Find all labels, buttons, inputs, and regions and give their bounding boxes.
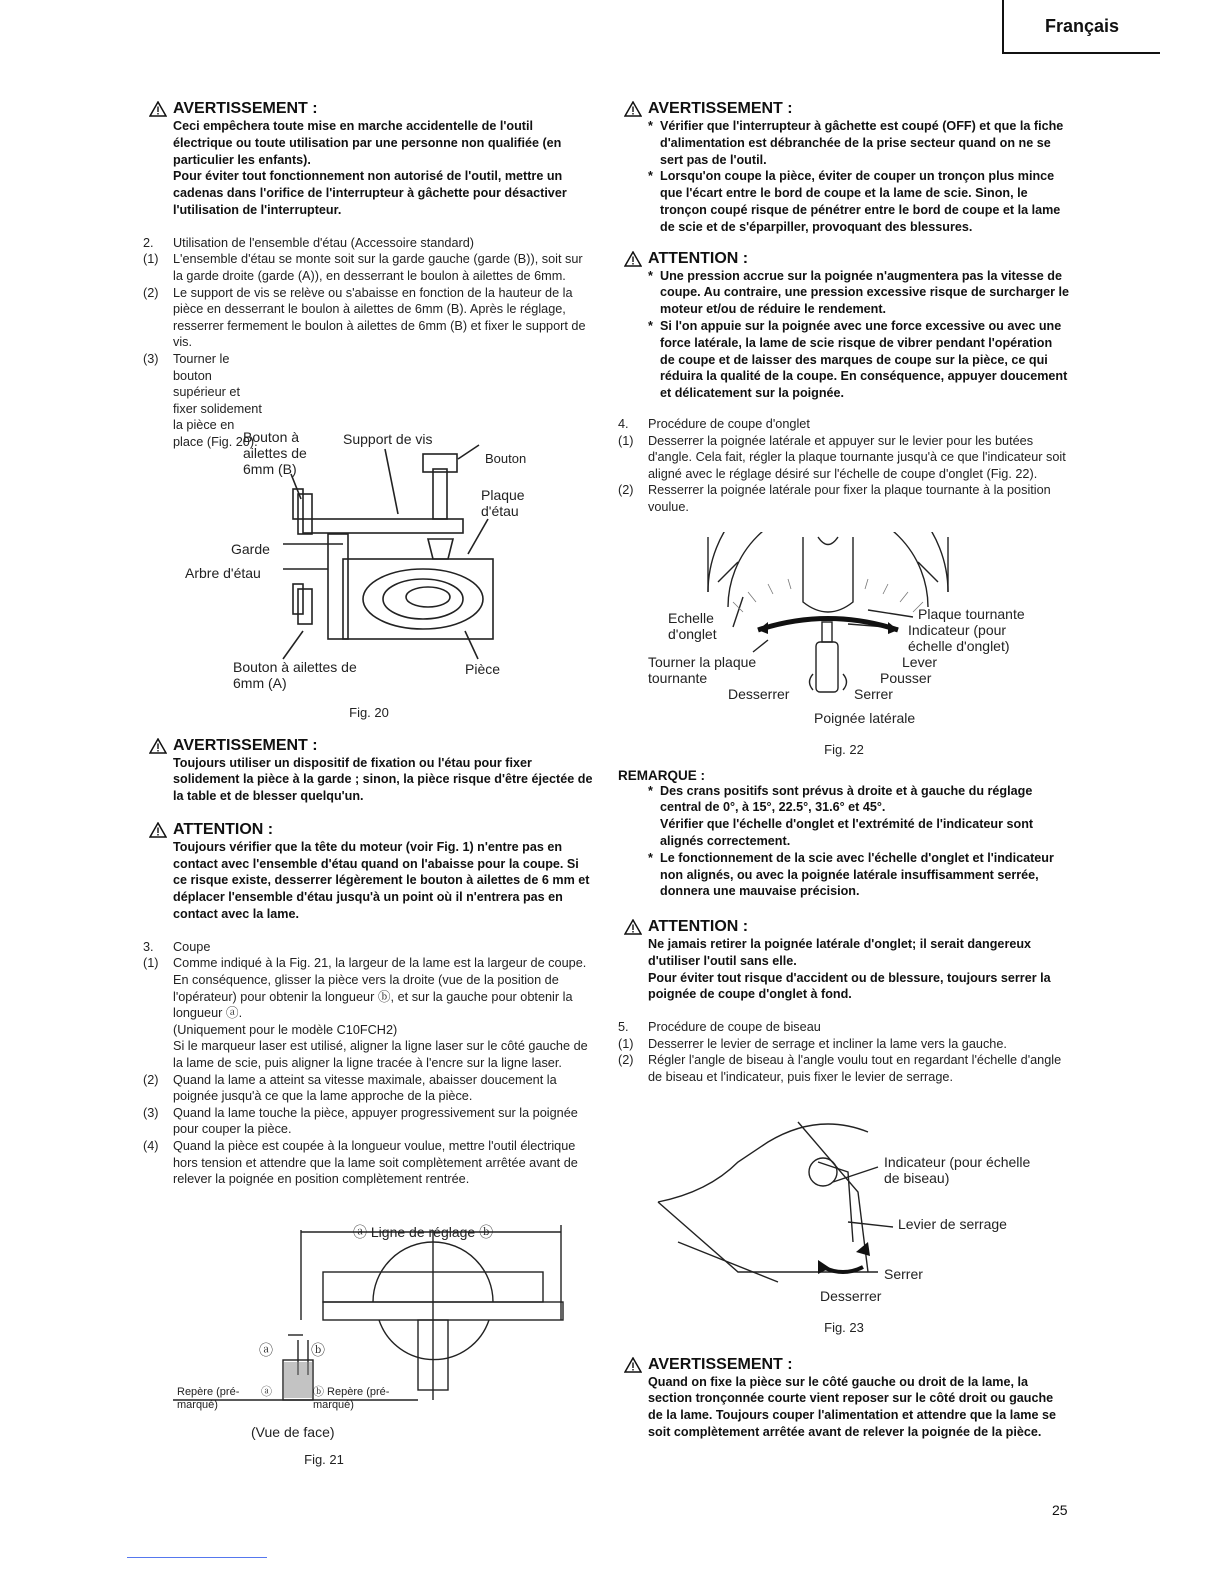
warning-triangle-icon [624, 1357, 642, 1373]
warning-block [618, 1356, 1070, 1441]
warning-text: Pour éviter tout fonctionnement non autorisé de l'outil, mettre un cadenas dans l'orifice de l'interrupteur à gâchette pour désactiver l'utilisation de l'interrupteur. [173, 169, 567, 217]
warning-triangle-icon [149, 822, 167, 838]
label-serrer: Serrer [884, 1265, 923, 1282]
section-biseau: 5. Procédure de coupe de biseau (1) Desserrer le levier de serrage et incliner la lame vers la gauche. (2) Régler l'angle de biseau à l'angle voulu tout en regardant l'échelle d'angle de biseau et l'indicateur, puis fixer le levier de serrage. [618, 1020, 1062, 1085]
label-indicateur-biseau: Indicateur (pour échelle de biseau) [884, 1153, 1031, 1186]
warning-text: Toujours utiliser un dispositif de fixation ou l'étau pour fixer solidement la pièce à la garde ; sinon, la pièce risque d'être éjectée de la table et de blesser quelqu'un. [173, 755, 593, 804]
label-a: ⓐ [259, 1341, 273, 1358]
warning-triangle-icon [624, 919, 642, 935]
section-title: Coupe [173, 939, 211, 954]
caution-text: Toujours vérifier que la tête du moteur (voir Fig. 1) n'entre pas en contact avec l'ensemble d'étau quand on l'abaisse pour la coupe. Si ce risque existe, desserrer légèrement le bouton à ailettes de 6 mm et déplacer l'ensemble d'étau jusqu'à un point où il n'entrera pas en contact avec la lame. [173, 839, 590, 922]
warning-text: Ceci empêchera toute mise en marche accidentelle de l'outil électrique ou toute utilisation par une personne non qualifiée (en particulier les enfants). [173, 119, 562, 167]
warning-triangle-icon [149, 738, 167, 754]
caution-block [143, 821, 595, 923]
section-onglet: 4. Procédure de coupe d'onglet (1) Desserrer la poignée latérale et appuyer sur le levier pour les butées d'angle. Cela fait, régler la plaque tournante jusqu'à ce que l'indicateur soit aligné avec le réglage désiré sur l'échelle de coupe d'onglet (Fig. 22). (2) Resserrer la poignée latérale pour fixer la plaque tournante à la position voulue. [618, 416, 1066, 514]
vise-diagram [143, 419, 595, 689]
label-bouton: Bouton [485, 450, 527, 466]
label-tourner: Tourner la plaque tournante [648, 653, 757, 686]
caution-text: Ne jamais retirer la poignée latérale d'onglet; il serait dangereux d'utiliser l'outil sans elle. [648, 937, 1032, 968]
label-echelle: Echelle d'onglet [668, 609, 717, 642]
caution-bullet: Si l'on appuie sur la poignée avec une force excessive ou avec une force latérale, la lame de scie risque de vibrer pendant l'opération de coupe et de laisser des marques de coupe sur la pièce, ce qui réduira la qualité de la coupe. En conséquence, appuyer doucement et délicatement sur la poignée. [660, 318, 1068, 401]
label-plaque: Plaque d'étau [481, 486, 525, 519]
caution-title: ATTENTION : [173, 820, 274, 838]
label-repere-a-mark: ⓐ [261, 1385, 272, 1398]
figure-caption: Fig. 22 [824, 741, 864, 757]
warning-triangle-icon [624, 251, 642, 267]
section-title: Utilisation de l'ensemble d'étau (Accessoire standard) [173, 235, 475, 250]
label-lever: Lever [902, 653, 938, 670]
figure-caption: Fig. 20 [349, 704, 389, 720]
figure-caption: Fig. 21 [304, 1451, 344, 1467]
label-pousser: Pousser [880, 669, 932, 686]
figure-22 [618, 532, 1070, 764]
page-number: 25 [1052, 1502, 1068, 1518]
figure-20 [143, 419, 595, 720]
label-bouton-a: Bouton à ailettes de 6mm (A) [233, 658, 357, 691]
label-serrer: Serrer [854, 685, 893, 702]
section-title: Procédure de coupe d'onglet [648, 416, 810, 431]
right-column [618, 100, 1070, 1451]
label-levier: Levier de serrage [898, 1215, 1007, 1232]
label-bouton-b: Bouton à ailettes de 6mm (B) [243, 428, 307, 477]
footer-rule [127, 1557, 267, 1558]
section-coupe: 3. Coupe (1) Comme indiqué à la Fig. 21, la largeur de la lame est la largeur de coupe. En conséquence, glisser la pièce vers la droite (vue de la position de l'opérateur) pour obtenir la longueur ⓑ, et sur la gauche pour obtenir la longueur ⓐ. (Uniquement pour le modèle C10FCH2) Si le marqueur laser est utilisé, aligner la ligne laser sur le côté gauche de la lame de scie, puis aligner la ligne tracée à l'encre sur la ligne laser. (2) Quand la lame a atteint sa vitesse maximale, abaisser doucement la poignée jusqu'à ce que la lame approche de la pièce. (3) Quand la lame touche la pièce, appuyer progressivement sur la poignée pour couper la pièce. (4) Quand la pièce est coupée à la longueur voulue, mettre l'outil électrique hors tension et attendre que la lame soit complètement arrêtée avant de relever la poignée en position complètement rentrée. [143, 939, 588, 1187]
label-desserrer: Desserrer [728, 685, 790, 702]
warning-text: Quand on fixe la pièce sur le côté gauche ou droit de la lame, la section tronçonnée courte vient reposer sur le côté droit ou gauche de la lame. Toujours couper l'alimentation et attendre que la lame se soit complètement arrêtée avant de relever la poignée de la pièce. [648, 1374, 1056, 1440]
label-garde: Garde [231, 540, 270, 557]
label-poignee: Poignée latérale [814, 709, 916, 726]
warning-bullet: Vérifier que l'interrupteur à gâchette est coupé (OFF) et que la fiche d'alimentation est débranchée de la prise secteur quand on ne se sert pas de l'outil. [660, 119, 1064, 167]
caution-block [618, 918, 1070, 1003]
left-column [143, 100, 595, 1467]
label-desserrer: Desserrer [820, 1287, 882, 1304]
warning-title: AVERTISSEMENT : [648, 1355, 793, 1373]
blade-front-diagram [143, 1210, 595, 1410]
caution-title: ATTENTION : [648, 918, 749, 936]
warning-bullet: Lorsqu'on coupe la pièce, éviter de couper un tronçon plus mince que l'écart entre le bord de coupe et la lame de scie. Sinon, le tronçon coupé risque de pénétrer entre le bord de coupe et la lame de scie et de s'éparpiller, provoquant des blessures. [660, 169, 1061, 234]
remarque-title: REMARQUE : [618, 767, 705, 783]
caution-text: Pour éviter tout risque d'accident ou de blessure, toujours serrer la poignée de coupe d'onglet à fond. [648, 970, 1051, 1002]
warning-title: AVERTISSEMENT : [173, 100, 318, 117]
section-title: Procédure de coupe de biseau [648, 1020, 821, 1035]
label-support: Support de vis [343, 430, 433, 447]
warning-block: AVERTISSEMENT : * Vérifier que l'interrupteur à gâchette est coupé (OFF) et que la fiche d'alimentation est débranchée de la prise secteur quand on ne se sert pas de l'outil. * Lorsqu'on coupe la pièce, éviter de couper un tronçon plus mince que l'écart entre le bord de coupe et la lame de scie. Sinon, le tronçon coupé risque de pénétrer entre le bord de coupe et la lame de scie et de s'éparpiller, provoquant des blessures. [618, 100, 1070, 236]
caution-block: ATTENTION : * Une pression accrue sur la poignée n'augmentera pas la vitesse de coupe. Au contraire, une pression excessive risque de surcharger le moteur et/ou de réduire le rendement. * Si l'on appuie sur la poignée avec une force excessive ou avec une force latérale, la lame de scie risque de vibrer pendant l'opération de coupe et de laisser des marques de coupe sur la pièce, ce qui réduira la qualité de la coupe. En conséquence, appuyer doucement et délicatement sur la poignée. [618, 250, 1070, 402]
label-indicateur: Indicateur (pour échelle d'onglet) [908, 621, 1010, 654]
warning-block [143, 100, 595, 219]
warning-title: AVERTISSEMENT : [173, 736, 318, 754]
section-vise: 2. Utilisation de l'ensemble d'étau (Accessoire standard) (1) L'ensemble d'étau se monte soit sur la garde gauche (garde (B)), soit sur la garde droite (garde (A)), en desserrant le boulon à ailettes de 6mm. (2) Le support de vis se relève ou s'abaisse en fonction de la hauteur de la pièce en desserrant le boulon à ailettes de 6mm (B). Après le réglage, resserrer fermement le boulon à ailettes de 6mm (B) et fixer le support de vis. (3) Tourner le bouton supérieur et fixer solidement la pièce en place (Fig. 20). [143, 235, 586, 449]
label-piece: Pièce [465, 660, 501, 677]
figure-21 [143, 1210, 595, 1467]
figure-23 [618, 1102, 1070, 1352]
warning-block [143, 737, 595, 805]
warning-triangle-icon [624, 101, 642, 117]
bevel-diagram [618, 1102, 1070, 1302]
figure-caption: Fig. 23 [824, 1319, 864, 1335]
language-tab: Français [1002, 0, 1160, 54]
caution-bullet: Une pression accrue sur la poignée n'augmentera pas la vitesse de coupe. Au contraire, une pression excessive risque de surcharger le moteur et/ou de réduire le rendement. [660, 268, 1069, 317]
label-ligne-reglage: ⓐ Ligne de réglage ⓑ [353, 1223, 494, 1240]
label-arbre: Arbre d'étau [185, 564, 261, 581]
label-repere-a: Repère (pré-marqué) [177, 1385, 240, 1411]
label-b: ⓑ [311, 1341, 325, 1358]
label-plaque-tournante: Plaque tournante [918, 605, 1025, 622]
warning-title: AVERTISSEMENT : [648, 100, 793, 117]
label-vue: (Vue de face) [251, 1423, 335, 1440]
caution-title: ATTENTION : [648, 249, 749, 267]
label-repere-b: ⓑ Repère (pré-marqué) [313, 1385, 390, 1411]
remarque-block: REMARQUE : * Des crans positifs sont prévus à droite et à gauche du réglage central de 0°, à 15°, 22.5°, 31.6° et 45°. Vérifier que l'échelle d'onglet et l'extrémité de l'indicateur sont alignés correctement. * Le fonctionnement de la scie avec l'échelle d'onglet et l'indicateur non alignés, ou avec la poignée latérale insuffisamment serrée, donnera une mauvaise précision. [618, 768, 1070, 901]
warning-triangle-icon [149, 101, 167, 117]
